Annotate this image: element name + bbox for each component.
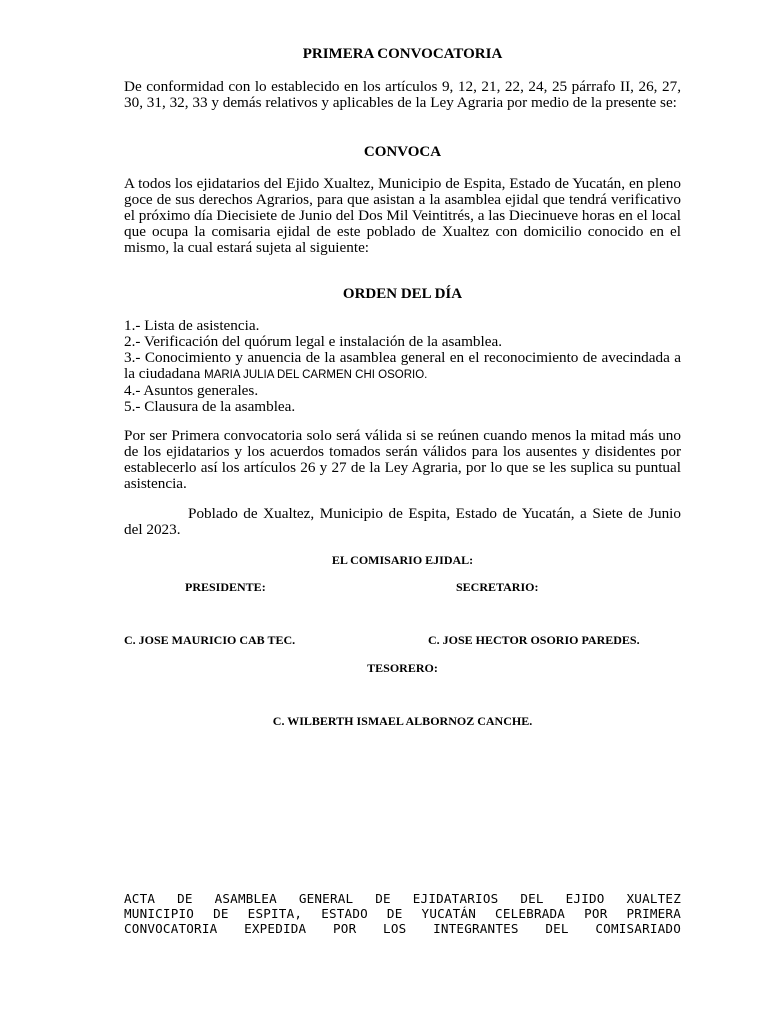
list-item: 2.- Verificación del quórum legal e instalación de la asamblea. xyxy=(124,333,502,350)
orden-del-dia-list xyxy=(124,318,681,415)
treasurer-label: TESORERO: xyxy=(367,661,438,675)
list-item xyxy=(124,350,681,383)
comisario-heading: EL COMISARIO EJIDAL: xyxy=(331,553,474,567)
intro-paragraph: De conformidad con lo establecido en los artículos 9, 12, 21, 22, 24, 25 párrafo II, 26, 27, 30, 31, 32, 33 y demás relativos y aplicables de la Ley Agraria por medio de la presente se: xyxy=(124,78,681,111)
avecindada-name: MARIA JULIA DEL CARMEN CHI OSORIO. xyxy=(204,369,428,381)
footer-line: ACTA DE ASAMBLEA GENERAL DE EJIDATARIOS DEL EJIDO XUALTEZ xyxy=(124,891,681,906)
place-date-paragraph: Poblado de Xualtez, Municipio de Espita, Estado de Yucatán, a Siete de Junio del 2023. xyxy=(124,505,681,538)
convoca-paragraph: A todos los ejidatarios del Ejido Xualtez, Municipio de Espita, Estado de Yucatán, en pleno goce de sus derechos Agrarios, para que asistan a la asamblea ejidal que tendrá verificativo el próximo día Diecisiete de Junio del Dos Mil Veintitrés, a las Diecinueve horas en el local que ocupa la comisaria ejidal de este poblado de Xualtez con domicilio conocido en el mismo, la cual estará sujeta al siguiente: xyxy=(124,175,681,256)
document-page xyxy=(124,0,681,1024)
convoca-heading: CONVOCA xyxy=(363,144,442,160)
list-item: 5.- Clausura de la asamblea. xyxy=(124,398,296,415)
secretary-name: C. JOSE HECTOR OSORIO PAREDES. xyxy=(428,633,640,647)
list-item: 4.- Asuntos generales. xyxy=(124,382,259,399)
president-name: C. JOSE MAURICIO CAB TEC. xyxy=(124,633,296,647)
footer-line: MUNICIPIO DE ESPITA, ESTADO DE YUCATÁN CELEBRADA POR PRIMERA xyxy=(124,906,681,921)
list-item-text: 3.- Conocimiento y anuencia de la asamblea general en el reconocimiento de avecindada a la ciudadana xyxy=(124,349,681,382)
orden-del-dia-heading: ORDEN DEL DÍA xyxy=(342,286,463,302)
list-item: 1.- Lista de asistencia. xyxy=(124,317,260,334)
document-title: PRIMERA CONVOCATORIA xyxy=(302,46,503,62)
president-label: PRESIDENTE: xyxy=(185,580,266,594)
footer-caption xyxy=(124,891,681,936)
validity-paragraph: Por ser Primera convocatoria solo será válida si se reúnen cuando menos la mitad más uno de los ejidatarios y los acuerdos tomados serán válidos para los ausentes y disidentes por establecerlo así los artículos 26 y 27 de la Ley Agraria, por lo que se les suplica su puntual asistencia. xyxy=(124,427,681,492)
secretary-label: SECRETARIO: xyxy=(456,580,539,594)
footer-line: CONVOCATORIA EXPEDIDA POR LOS INTEGRANTES DEL COMISARIADO xyxy=(124,921,681,936)
treasurer-name: C. WILBERTH ISMAEL ALBORNOZ CANCHE. xyxy=(272,714,533,728)
